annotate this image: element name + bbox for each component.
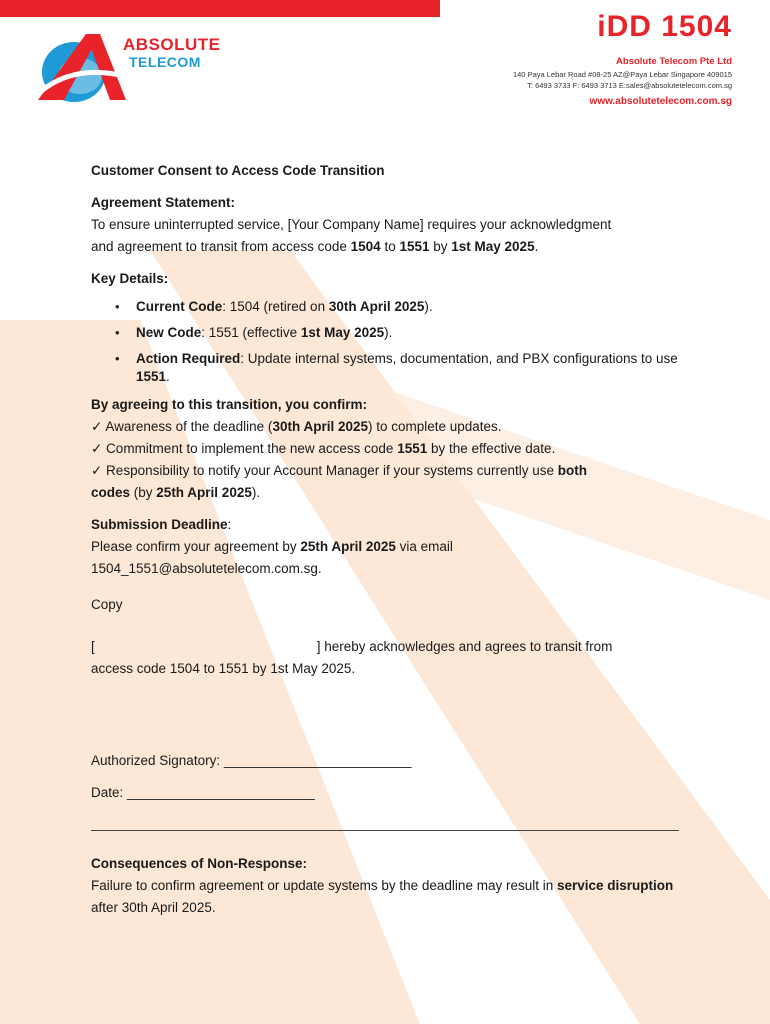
consequence-text: Failure to confirm agreement or update systems by the deadline may result in service disruption after 30th April 2025. [91, 878, 674, 915]
agreement-heading: Agreement Statement: [91, 195, 236, 210]
date-line[interactable]: Date: _________________________ [91, 785, 315, 800]
letterhead-contact [513, 10, 732, 107]
confirm-checklist: ✓ Awareness of the deadline (30th April 2025) to complete updates. ✓ Commitment to implement the new access code 1551 by the effective date. ✓ Responsibility to notify your Account Manager if your systems currently use both codes (by 25th April 2025). [91, 419, 588, 500]
consequence-heading: Consequences of Non-Response: [91, 856, 308, 871]
logo-wordmark-line1: ABSOLUTE [123, 35, 221, 54]
agreement-text: To ensure uninterrupted service, [Your Company Name] requires your acknowledgment and agreement to transit from access code 1504 to 1551 by 1st May 2025. [91, 217, 612, 254]
logo-wordmark [123, 36, 221, 69]
signatory-line[interactable]: Authorized Signatory: _________________________ [91, 753, 412, 768]
list-item: • New Code: 1551 (effective 1st May 2025). [136, 324, 691, 342]
logo-wordmark-line2: TELECOM [129, 54, 201, 70]
list-item: • Action Required: Update internal systems, documentation, and PBX configurations to use 1551. [136, 350, 691, 386]
deadline-text: Please confirm your agreement by 25th April 2025 via email 1504_1551@absolutetelecom.com.sg. [91, 539, 453, 576]
deadline-email: 1504_1551@absolutetelecom.com.sg. [91, 561, 322, 576]
acknowledgement-text: [ ] hereby acknowledges and agrees to transit from access code 1504 to 1551 by 1st May 2025. [91, 639, 613, 676]
key-details-heading: Key Details: [91, 271, 169, 286]
company-contact: T: 6493 3733 F: 6493 3713 E:sales@absolutetelecom.com.sg [527, 81, 732, 90]
company-website: www.absolutetelecom.com.sg [589, 96, 732, 107]
key-details-list [91, 298, 691, 386]
copy-label: Copy [91, 597, 123, 612]
list-item: • Current Code: 1504 (retired on 30th April 2025). [136, 298, 691, 316]
company-address: 140 Paya Lebar Road #08-25 AZ@Paya Lebar Singapore 409015 [512, 70, 732, 79]
document-body [91, 160, 691, 919]
divider [91, 830, 679, 831]
company-name: Absolute Telecom Pte Ltd [616, 56, 732, 67]
brand-code: iDD 1504 [597, 10, 732, 43]
deadline-heading: Submission Deadline: [91, 517, 232, 532]
confirm-heading: By agreeing to this transition, you confirm: [91, 397, 368, 412]
document-title: Customer Consent to Access Code Transition [91, 163, 385, 178]
